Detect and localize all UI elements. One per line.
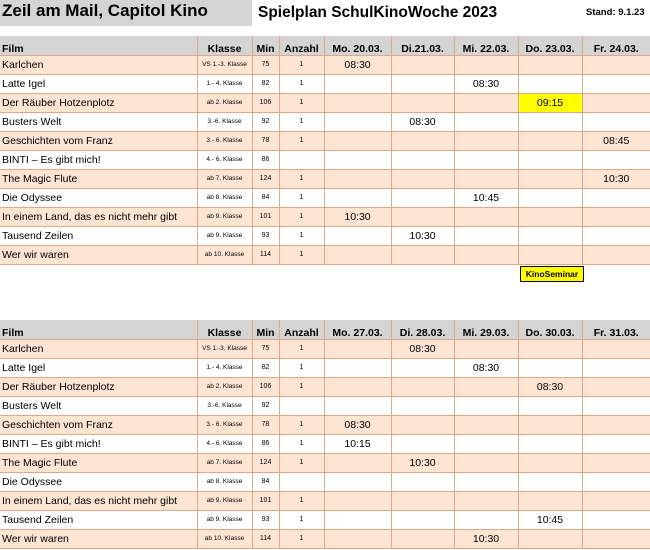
showtime-cell-day-3 bbox=[454, 491, 518, 510]
klasse-cell: ab 7. Klasse bbox=[197, 169, 252, 188]
table-row bbox=[0, 510, 650, 529]
table-row bbox=[0, 207, 650, 226]
table-row bbox=[0, 55, 650, 74]
showtime-cell-day-2: 08:30 bbox=[391, 112, 454, 131]
table-row bbox=[0, 74, 650, 93]
kinoseminar-badge: KinoSeminar bbox=[520, 266, 584, 282]
anzahl-cell bbox=[279, 150, 324, 169]
film-title: BINTI – Es gibt mich! bbox=[0, 150, 197, 169]
showtime-cell-day-1: 08:30 bbox=[324, 55, 391, 74]
showtime-cell-day-3: 10:30 bbox=[454, 529, 518, 548]
runtime-cell: 86 bbox=[252, 150, 279, 169]
showtime-cell-day-5 bbox=[582, 358, 650, 377]
film-title: Latte Igel bbox=[0, 74, 197, 93]
showtime-cell-day-1 bbox=[324, 131, 391, 150]
anzahl-cell: 1 bbox=[279, 207, 324, 226]
header-klasse: Klasse bbox=[197, 36, 252, 55]
showtime-cell-day-4: 10:45 bbox=[518, 510, 582, 529]
table-row bbox=[0, 358, 650, 377]
showtime-cell-day-2 bbox=[391, 415, 454, 434]
showtime-cell-day-3 bbox=[454, 131, 518, 150]
header-day-5: Fr. 24.03. bbox=[582, 36, 650, 55]
film-title: Tausend Zeilen bbox=[0, 510, 197, 529]
showtime-cell-day-2: 08:30 bbox=[391, 339, 454, 358]
anzahl-cell: 1 bbox=[279, 529, 324, 548]
showtime-cell-day-1 bbox=[324, 358, 391, 377]
showtime-cell-day-4 bbox=[518, 339, 582, 358]
showtime-cell-day-5 bbox=[582, 510, 650, 529]
klasse-cell: 4.- 6. Klasse bbox=[197, 150, 252, 169]
showtime-cell-day-1 bbox=[324, 74, 391, 93]
table-row bbox=[0, 453, 650, 472]
showtime-cell-day-2 bbox=[391, 472, 454, 491]
table-row bbox=[0, 169, 650, 188]
showtime-cell-day-4 bbox=[518, 491, 582, 510]
showtime-cell-day-3 bbox=[454, 510, 518, 529]
runtime-cell: 114 bbox=[252, 529, 279, 548]
runtime-cell: 75 bbox=[252, 55, 279, 74]
header-klasse: Klasse bbox=[197, 320, 252, 339]
schedule-table-week-2 bbox=[0, 320, 650, 549]
klasse-cell: VS 1.-3. Klasse bbox=[197, 55, 252, 74]
showtime-cell-day-3 bbox=[454, 55, 518, 74]
anzahl-cell: 1 bbox=[279, 55, 324, 74]
showtime-cell-day-3 bbox=[454, 207, 518, 226]
klasse-cell: ab 7. Klasse bbox=[197, 453, 252, 472]
showtime-cell-day-1 bbox=[324, 112, 391, 131]
klasse-cell: ab 8. Klasse bbox=[197, 472, 252, 491]
anzahl-cell: 1 bbox=[279, 188, 324, 207]
showtime-cell-day-4 bbox=[518, 358, 582, 377]
header-min: Min bbox=[252, 320, 279, 339]
film-title: BINTI – Es gibt mich! bbox=[0, 434, 197, 453]
anzahl-cell bbox=[279, 472, 324, 491]
film-title: The Magic Flute bbox=[0, 453, 197, 472]
showtime-cell-day-4 bbox=[518, 245, 582, 264]
showtime-cell-day-2 bbox=[391, 169, 454, 188]
showtime-cell-day-5 bbox=[582, 74, 650, 93]
showtime-cell-day-5 bbox=[582, 93, 650, 112]
runtime-cell: 92 bbox=[252, 112, 279, 131]
showtime-cell-day-2: 10:30 bbox=[391, 226, 454, 245]
showtime-cell-day-3: 08:30 bbox=[454, 74, 518, 93]
showtime-cell-day-4 bbox=[518, 188, 582, 207]
showtime-cell-day-3: 08:30 bbox=[454, 358, 518, 377]
showtime-cell-day-1: 10:15 bbox=[324, 434, 391, 453]
film-title: Wer wir waren bbox=[0, 245, 197, 264]
header-day-4: Do. 23.03. bbox=[518, 36, 582, 55]
showtime-cell-day-4 bbox=[518, 472, 582, 491]
klasse-cell: 1.- 4. Klasse bbox=[197, 74, 252, 93]
showtime-cell-day-1 bbox=[324, 377, 391, 396]
showtime-cell-day-5 bbox=[582, 377, 650, 396]
header-day-3: Mi. 29.03. bbox=[454, 320, 518, 339]
showtime-cell-day-3 bbox=[454, 415, 518, 434]
table-row bbox=[0, 377, 650, 396]
showtime-cell-day-1 bbox=[324, 169, 391, 188]
film-title: In einem Land, das es nicht mehr gibt bbox=[0, 491, 197, 510]
runtime-cell: 124 bbox=[252, 453, 279, 472]
showtime-cell-day-2 bbox=[391, 358, 454, 377]
film-title: Die Odyssee bbox=[0, 188, 197, 207]
showtime-cell-day-4 bbox=[518, 415, 582, 434]
showtime-cell-day-4 bbox=[518, 396, 582, 415]
showtime-cell-day-2 bbox=[391, 377, 454, 396]
showtime-cell-day-3 bbox=[454, 453, 518, 472]
runtime-cell: 106 bbox=[252, 377, 279, 396]
runtime-cell: 114 bbox=[252, 245, 279, 264]
header-day-5: Fr. 31.03. bbox=[582, 320, 650, 339]
showtime-cell-day-4 bbox=[518, 207, 582, 226]
showtime-cell-day-2 bbox=[391, 131, 454, 150]
showtime-cell-day-1 bbox=[324, 396, 391, 415]
table-row bbox=[0, 472, 650, 491]
showtime-cell-day-3 bbox=[454, 339, 518, 358]
showtime-cell-day-3 bbox=[454, 112, 518, 131]
film-title: Der Räuber Hotzenplotz bbox=[0, 93, 197, 112]
showtime-cell-day-2 bbox=[391, 434, 454, 453]
showtime-cell-day-3 bbox=[454, 377, 518, 396]
showtime-cell-day-3 bbox=[454, 434, 518, 453]
showtime-cell-day-5 bbox=[582, 226, 650, 245]
header-min: Min bbox=[252, 36, 279, 55]
klasse-cell: ab 2. Klasse bbox=[197, 377, 252, 396]
header-day-1: Mo. 27.03. bbox=[324, 320, 391, 339]
klasse-cell: ab 10. Klasse bbox=[197, 245, 252, 264]
showtime-cell-day-4 bbox=[518, 453, 582, 472]
klasse-cell: 3.- 6. Klasse bbox=[197, 415, 252, 434]
showtime-cell-day-1 bbox=[324, 510, 391, 529]
klasse-cell: ab 2. Klasse bbox=[197, 93, 252, 112]
showtime-cell-day-3 bbox=[454, 150, 518, 169]
showtime-cell-day-1 bbox=[324, 529, 391, 548]
showtime-cell-day-5 bbox=[582, 245, 650, 264]
showtime-cell-day-5 bbox=[582, 415, 650, 434]
table-header-row bbox=[0, 36, 650, 55]
showtime-cell-day-4: 08:30 bbox=[518, 377, 582, 396]
film-title: Karlchen bbox=[0, 55, 197, 74]
runtime-cell: 93 bbox=[252, 510, 279, 529]
klasse-cell: 1.- 4. Klasse bbox=[197, 358, 252, 377]
showtime-cell-day-5 bbox=[582, 55, 650, 74]
showtime-cell-day-1 bbox=[324, 150, 391, 169]
anzahl-cell: 1 bbox=[279, 415, 324, 434]
klasse-cell: ab 9. Klasse bbox=[197, 491, 252, 510]
showtime-cell-day-1 bbox=[324, 453, 391, 472]
showtime-cell-day-1 bbox=[324, 491, 391, 510]
header-day-1: Mo. 20.03. bbox=[324, 36, 391, 55]
showtime-cell-day-4: 09:15 bbox=[518, 93, 582, 112]
showtime-cell-day-3 bbox=[454, 396, 518, 415]
table-row bbox=[0, 150, 650, 169]
film-title: In einem Land, das es nicht mehr gibt bbox=[0, 207, 197, 226]
klasse-cell: 3.-6. Klasse bbox=[197, 112, 252, 131]
table-row bbox=[0, 396, 650, 415]
showtime-cell-day-3 bbox=[454, 472, 518, 491]
klasse-cell: ab 9. Klasse bbox=[197, 510, 252, 529]
runtime-cell: 93 bbox=[252, 226, 279, 245]
anzahl-cell: 1 bbox=[279, 226, 324, 245]
showtime-cell-day-1 bbox=[324, 245, 391, 264]
showtime-cell-day-1 bbox=[324, 188, 391, 207]
title-strip bbox=[0, 0, 650, 28]
film-title: Die Odyssee bbox=[0, 472, 197, 491]
anzahl-cell: 1 bbox=[279, 453, 324, 472]
showtime-cell-day-5 bbox=[582, 472, 650, 491]
anzahl-cell bbox=[279, 396, 324, 415]
anzahl-cell: 1 bbox=[279, 112, 324, 131]
schedule-title: Spielplan SchulKinoWoche 2023 bbox=[258, 4, 498, 21]
film-title: Wer wir waren bbox=[0, 529, 197, 548]
showtime-cell-day-4 bbox=[518, 74, 582, 93]
showtime-cell-day-5 bbox=[582, 112, 650, 131]
runtime-cell: 75 bbox=[252, 339, 279, 358]
showtime-cell-day-1 bbox=[324, 339, 391, 358]
showtime-cell-day-1 bbox=[324, 226, 391, 245]
showtime-cell-day-2: 10:30 bbox=[391, 453, 454, 472]
header-day-3: Mi. 22.03. bbox=[454, 36, 518, 55]
showtime-cell-day-2 bbox=[391, 396, 454, 415]
schedule-table-week-1 bbox=[0, 36, 650, 265]
table-row bbox=[0, 339, 650, 358]
runtime-cell: 86 bbox=[252, 434, 279, 453]
table-row bbox=[0, 529, 650, 548]
klasse-cell: ab 9. Klasse bbox=[197, 207, 252, 226]
showtime-cell-day-1: 08:30 bbox=[324, 415, 391, 434]
runtime-cell: 84 bbox=[252, 472, 279, 491]
showtime-cell-day-5 bbox=[582, 434, 650, 453]
runtime-cell: 101 bbox=[252, 491, 279, 510]
film-title: Busters Welt bbox=[0, 112, 197, 131]
showtime-cell-day-5 bbox=[582, 396, 650, 415]
showtime-cell-day-3 bbox=[454, 226, 518, 245]
runtime-cell: 78 bbox=[252, 415, 279, 434]
showtime-cell-day-2 bbox=[391, 55, 454, 74]
runtime-cell: 84 bbox=[252, 188, 279, 207]
header-day-2: Di. 28.03. bbox=[391, 320, 454, 339]
showtime-cell-day-3 bbox=[454, 245, 518, 264]
runtime-cell: 82 bbox=[252, 358, 279, 377]
table-header-row bbox=[0, 320, 650, 339]
showtime-cell-day-5 bbox=[582, 188, 650, 207]
showtime-cell-day-4 bbox=[518, 226, 582, 245]
showtime-cell-day-5 bbox=[582, 339, 650, 358]
table-row bbox=[0, 434, 650, 453]
anzahl-cell: 1 bbox=[279, 510, 324, 529]
header-anzahl: Anzahl bbox=[279, 36, 324, 55]
table-row bbox=[0, 245, 650, 264]
film-title: Tausend Zeilen bbox=[0, 226, 197, 245]
showtime-cell-day-2 bbox=[391, 188, 454, 207]
film-title: Geschichten vom Franz bbox=[0, 415, 197, 434]
runtime-cell: 92 bbox=[252, 396, 279, 415]
film-title: Geschichten vom Franz bbox=[0, 131, 197, 150]
anzahl-cell: 1 bbox=[279, 93, 324, 112]
showtime-cell-day-4 bbox=[518, 112, 582, 131]
showtime-cell-day-2 bbox=[391, 150, 454, 169]
film-title: Der Räuber Hotzenplotz bbox=[0, 377, 197, 396]
showtime-cell-day-5 bbox=[582, 207, 650, 226]
anzahl-cell: 1 bbox=[279, 131, 324, 150]
table-row bbox=[0, 491, 650, 510]
table-row bbox=[0, 112, 650, 131]
anzahl-cell: 1 bbox=[279, 377, 324, 396]
klasse-cell: VS 1.-3. Klasse bbox=[197, 339, 252, 358]
runtime-cell: 82 bbox=[252, 74, 279, 93]
table-row bbox=[0, 93, 650, 112]
film-title: Busters Welt bbox=[0, 396, 197, 415]
table-row bbox=[0, 188, 650, 207]
showtime-cell-day-3 bbox=[454, 169, 518, 188]
showtime-cell-day-2 bbox=[391, 93, 454, 112]
runtime-cell: 124 bbox=[252, 169, 279, 188]
table-row bbox=[0, 415, 650, 434]
showtime-cell-day-4 bbox=[518, 529, 582, 548]
showtime-cell-day-1 bbox=[324, 472, 391, 491]
film-title: The Magic Flute bbox=[0, 169, 197, 188]
anzahl-cell: 1 bbox=[279, 339, 324, 358]
klasse-cell: ab 8. Klasse bbox=[197, 188, 252, 207]
showtime-cell-day-5 bbox=[582, 491, 650, 510]
klasse-cell: 3.-6. Klasse bbox=[197, 396, 252, 415]
showtime-cell-day-2 bbox=[391, 245, 454, 264]
header-day-2: Di.21.03. bbox=[391, 36, 454, 55]
cinema-title: Zeil am Mail, Capitol Kino bbox=[2, 1, 208, 20]
runtime-cell: 78 bbox=[252, 131, 279, 150]
showtime-cell-day-1: 10:30 bbox=[324, 207, 391, 226]
showtime-cell-day-2 bbox=[391, 510, 454, 529]
klasse-cell: ab 9. Klasse bbox=[197, 226, 252, 245]
anzahl-cell: 1 bbox=[279, 245, 324, 264]
anzahl-cell: 1 bbox=[279, 491, 324, 510]
anzahl-cell: 1 bbox=[279, 434, 324, 453]
klasse-cell: ab 10. Klasse bbox=[197, 529, 252, 548]
header-film: Film bbox=[0, 320, 197, 339]
runtime-cell: 106 bbox=[252, 93, 279, 112]
film-title: Latte Igel bbox=[0, 358, 197, 377]
showtime-cell-day-2 bbox=[391, 207, 454, 226]
klasse-cell: 4.- 6. Klasse bbox=[197, 434, 252, 453]
table-row bbox=[0, 131, 650, 150]
showtime-cell-day-4 bbox=[518, 434, 582, 453]
header-day-4: Do. 30.03. bbox=[518, 320, 582, 339]
showtime-cell-day-4 bbox=[518, 131, 582, 150]
showtime-cell-day-4 bbox=[518, 150, 582, 169]
showtime-cell-day-5 bbox=[582, 150, 650, 169]
anzahl-cell: 1 bbox=[279, 358, 324, 377]
showtime-cell-day-1 bbox=[324, 93, 391, 112]
stand-date: Stand: 9.1.23 bbox=[586, 7, 645, 18]
cinema-title-box bbox=[0, 0, 252, 26]
anzahl-cell: 1 bbox=[279, 169, 324, 188]
showtime-cell-day-5: 08:45 bbox=[582, 131, 650, 150]
header-anzahl: Anzahl bbox=[279, 320, 324, 339]
showtime-cell-day-5: 10:30 bbox=[582, 169, 650, 188]
showtime-cell-day-5 bbox=[582, 453, 650, 472]
anzahl-cell: 1 bbox=[279, 74, 324, 93]
showtime-cell-day-4 bbox=[518, 55, 582, 74]
showtime-cell-day-2 bbox=[391, 74, 454, 93]
header-film: Film bbox=[0, 36, 197, 55]
runtime-cell: 101 bbox=[252, 207, 279, 226]
klasse-cell: 3.- 6. Klasse bbox=[197, 131, 252, 150]
film-title: Karlchen bbox=[0, 339, 197, 358]
showtime-cell-day-3: 10:45 bbox=[454, 188, 518, 207]
showtime-cell-day-4 bbox=[518, 169, 582, 188]
table-row bbox=[0, 226, 650, 245]
showtime-cell-day-2 bbox=[391, 491, 454, 510]
showtime-cell-day-5 bbox=[582, 529, 650, 548]
showtime-cell-day-2 bbox=[391, 529, 454, 548]
showtime-cell-day-3 bbox=[454, 93, 518, 112]
